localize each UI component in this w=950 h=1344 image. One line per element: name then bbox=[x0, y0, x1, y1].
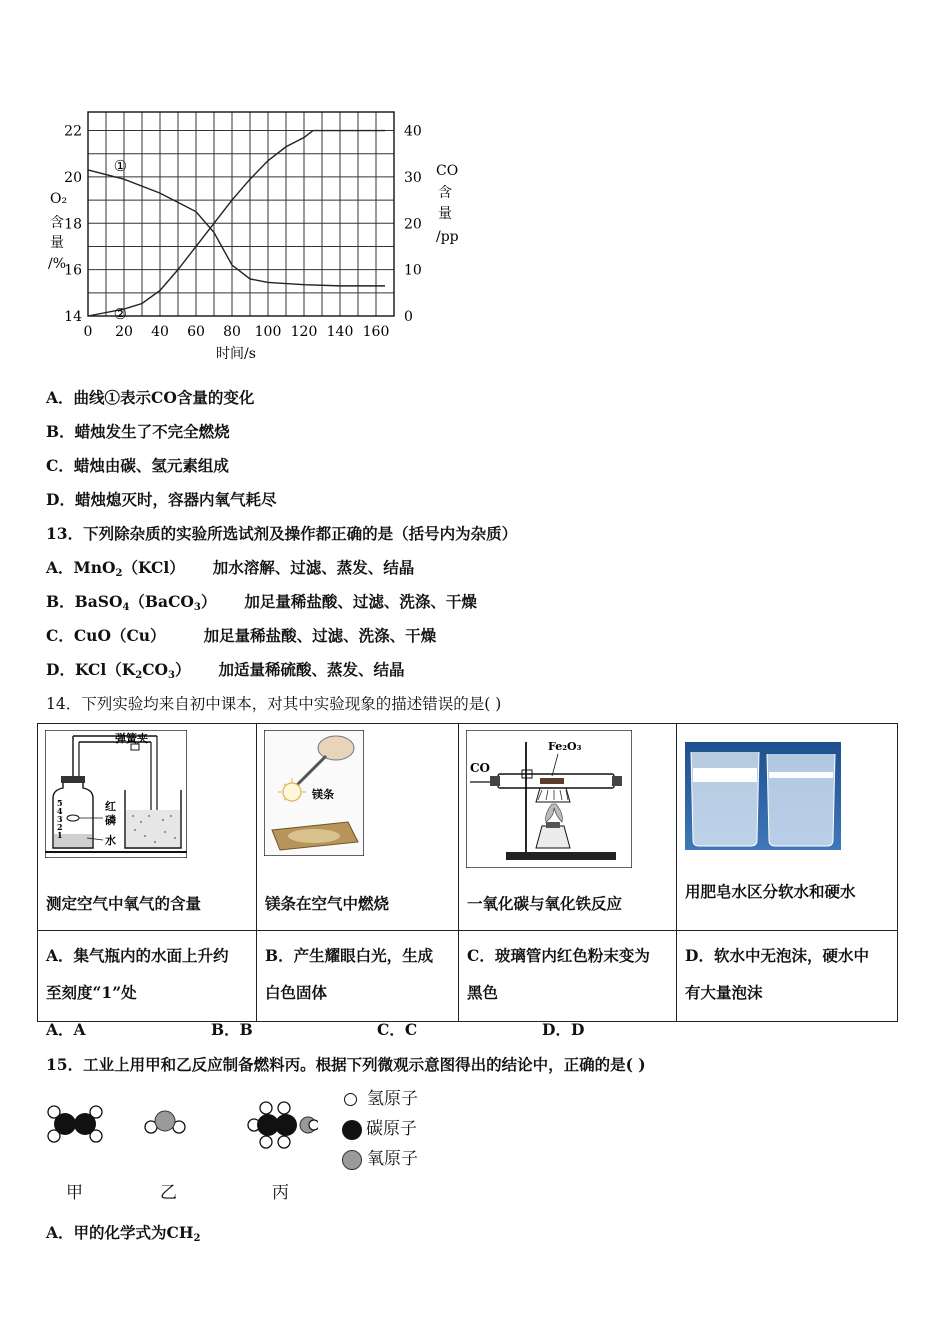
q14-stem: 14．下列实验均来自初中课本，对其中实验现象的描述错误的是( ) bbox=[46, 695, 502, 713]
q12-option-c: C．蜡烛由碳、氢元素组成 bbox=[46, 456, 229, 475]
q12-option-b: B．蜡烛发生了不完全燃烧 bbox=[46, 422, 230, 441]
y-left-label-liang: 量 bbox=[50, 235, 64, 251]
hydrogen-atom-icon bbox=[344, 1093, 357, 1106]
water-label: 水 bbox=[105, 834, 116, 847]
y-left-label-han: 含 bbox=[50, 215, 64, 231]
exp-cell-oxygen bbox=[38, 724, 257, 931]
soap-water-beakers-image bbox=[685, 742, 841, 850]
x-tick-label: 160 bbox=[362, 324, 390, 340]
svg-text:磷: 磷 bbox=[105, 814, 116, 827]
q13-option-c: C．CuO（Cu） 加足量稀盐酸、过滤、洗涤、干燥 bbox=[46, 626, 437, 645]
spring-clip-label: 弹簧夹 bbox=[115, 732, 148, 745]
y-left-tick-label: 22 bbox=[64, 123, 82, 140]
oxygen-atom-icon bbox=[342, 1150, 362, 1170]
y-right-label-liang: 量 bbox=[438, 206, 452, 222]
y-left-label-o2: O₂ bbox=[50, 191, 68, 207]
x-tick-label: 100 bbox=[254, 324, 282, 340]
x-tick-label: 140 bbox=[326, 324, 354, 340]
exp-cell-co-fe2o3 bbox=[459, 724, 677, 931]
exp-caption-magnesium: 镁条在空气中燃烧 bbox=[265, 894, 390, 913]
co-iron-oxide-apparatus-image bbox=[466, 730, 632, 868]
series-annotation-1: ① bbox=[113, 157, 128, 176]
svg-text:3: 3 bbox=[57, 814, 63, 824]
x-tick-label: 20 bbox=[115, 324, 133, 340]
y-right-tick-label: 20 bbox=[404, 216, 422, 233]
molecule-yi bbox=[142, 1108, 188, 1138]
magnesium-ribbon-label: 镁条 bbox=[312, 788, 334, 801]
q13-option-d: D．$KCl(K_2CO_3)$ 加适量稀硫酸、蒸发、结晶 bbox=[46, 660, 405, 681]
q14-desc-a: A．集气瓶内的水面上升约 至刻度“1”处 bbox=[38, 931, 257, 1022]
label-yi: 乙 bbox=[160, 1183, 177, 1203]
exp-cell-magnesium bbox=[257, 724, 459, 931]
svg-text:1: 1 bbox=[57, 830, 63, 840]
y-left-tick-label: 16 bbox=[64, 262, 82, 279]
q14-desc-c: C．玻璃管内红色粉末变为 黑色 bbox=[459, 931, 677, 1022]
label-jia: 甲 bbox=[66, 1183, 83, 1203]
q14-answer-d: D．D bbox=[542, 1020, 585, 1039]
q15-option-a: A．甲的化学式为$CH_2$ bbox=[46, 1223, 201, 1244]
oxygen-measure-apparatus-image bbox=[45, 730, 187, 858]
magnesium-burning-image bbox=[264, 730, 364, 856]
co-label: CO bbox=[470, 761, 491, 775]
legend-oxygen: 氧原子 bbox=[342, 1144, 418, 1170]
fe2o3-label: Fe₂O₃ bbox=[548, 740, 582, 753]
red-phosphorus-label: 红 bbox=[105, 800, 116, 813]
q14-answer-c: C．C bbox=[377, 1020, 418, 1039]
molecule-jia bbox=[44, 1100, 106, 1148]
svg-text:4: 4 bbox=[57, 806, 63, 816]
y-left-tick-label: 20 bbox=[64, 169, 82, 186]
q14-desc-d: D．软水中无泡沫，硬水中 有大量泡沫 bbox=[677, 931, 898, 1022]
legend-hydrogen: 氢原子 bbox=[344, 1084, 418, 1109]
y-right-label-unit: /pp bbox=[436, 229, 459, 245]
y-right-label-co: CO bbox=[436, 163, 459, 179]
svg-text:5: 5 bbox=[57, 798, 63, 808]
y-right-tick-label: 40 bbox=[404, 123, 422, 140]
x-tick-label: 40 bbox=[151, 324, 169, 340]
x-axis-label: 时间/s bbox=[216, 346, 256, 362]
q12-option-d: D．蜡烛熄灭时，容器内氧气耗尽 bbox=[46, 490, 277, 509]
svg-text:2: 2 bbox=[57, 822, 63, 832]
molecule-bing bbox=[246, 1100, 318, 1150]
series-annotation-2: ② bbox=[113, 305, 128, 324]
oxygen-co-chart bbox=[40, 100, 480, 370]
q14-answer-b: B．B bbox=[211, 1020, 253, 1039]
exp-cell-soap-water bbox=[677, 724, 898, 931]
label-bing: 丙 bbox=[272, 1183, 289, 1203]
q12-option-a: A．曲线①表示CO含量的变化 bbox=[46, 388, 255, 407]
exp-caption-soap-water: 用肥皂水区分软水和硬水 bbox=[685, 882, 856, 901]
exp-caption-oxygen: 测定空气中氧气的含量 bbox=[46, 894, 202, 913]
y-left-tick-label: 18 bbox=[64, 216, 82, 233]
y-right-tick-label: 0 bbox=[404, 309, 413, 325]
y-right-tick-label: 10 bbox=[404, 262, 422, 279]
exp-caption-co-fe2o3: 一氧化碳与氧化铁反应 bbox=[467, 894, 623, 913]
carbon-atom-icon bbox=[342, 1120, 362, 1140]
y-left-label-unit: /% bbox=[48, 256, 67, 272]
legend-carbon: 碳原子 bbox=[342, 1114, 417, 1140]
x-tick-label: 0 bbox=[83, 324, 93, 340]
q13-option-b: B．BaSO$_4$（BaCO$_3$） 加足量稀盐酸、过滤、洗涤、干燥 bbox=[46, 592, 477, 613]
q13-stem: 13．下列除杂质的实验所选试剂及操作都正确的是（括号内为杂质） bbox=[46, 524, 518, 543]
q13-option-a: A．MnO$_2$（KCl） 加水溶解、过滤、蒸发、结晶 bbox=[46, 558, 415, 579]
y-right-tick-label: 30 bbox=[404, 169, 422, 186]
x-tick-label: 80 bbox=[223, 324, 241, 340]
x-tick-label: 120 bbox=[290, 324, 318, 340]
y-right-label-han: 含 bbox=[438, 185, 452, 201]
q15-stem: 15．工业上用甲和乙反应制备燃料丙。根据下列微观示意图得出的结论中，正确的是( ) bbox=[46, 1055, 646, 1074]
q14-experiment-table bbox=[37, 723, 898, 1022]
x-tick-label: 60 bbox=[187, 324, 205, 340]
y-left-tick-label: 14 bbox=[64, 309, 82, 325]
q14-answer-a: A．A bbox=[46, 1020, 86, 1039]
q14-desc-b: B．产生耀眼白光，生成 白色固体 bbox=[257, 931, 459, 1022]
